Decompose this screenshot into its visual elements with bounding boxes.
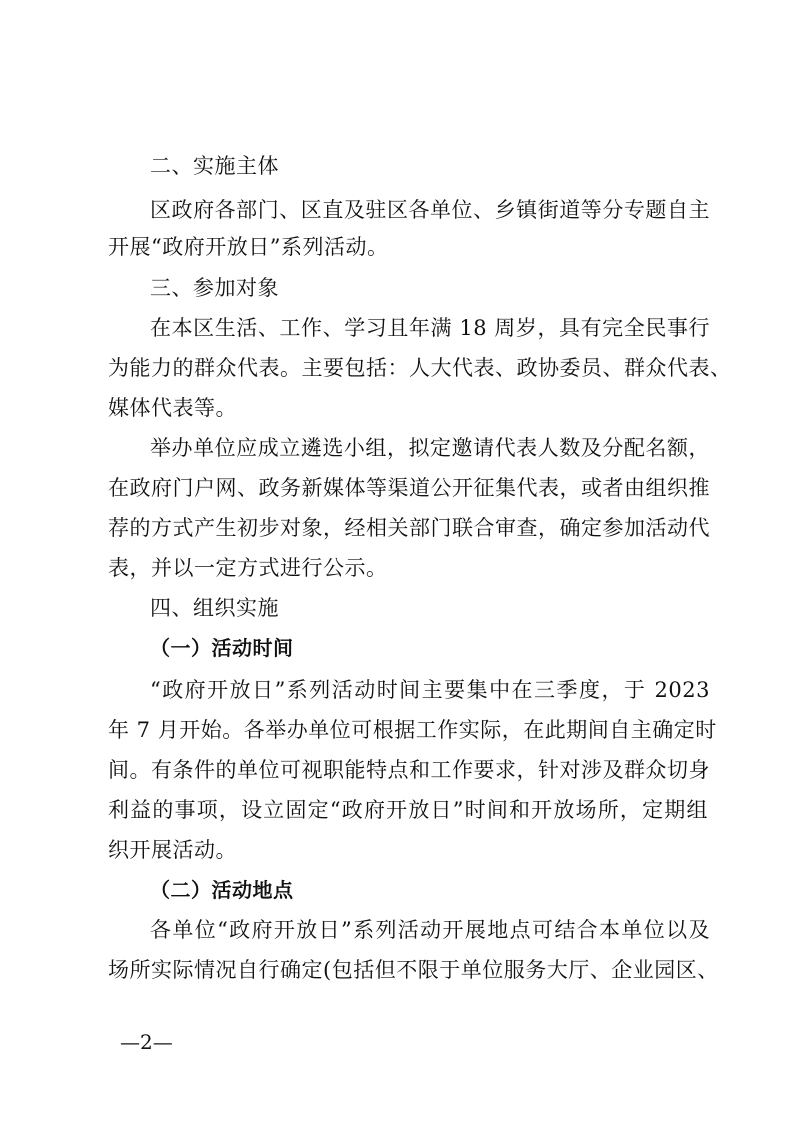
section-heading-implementation-subject: 二、实施主体 [150, 154, 279, 178]
section-heading-participants: 三、参加对象 [150, 276, 279, 300]
paragraph-line: 年 7 月开始。各举办单位可根据工作实际，在此期间自主确定时 [108, 718, 717, 742]
subsection-heading-activity-time: （一）活动时间 [150, 636, 294, 660]
paragraph-line: 在政府门户网、政务新媒体等渠道公开征集代表，或者由组织推 [108, 476, 710, 500]
paragraph-line: 场所实际情况自行确定(包括但不限于单位服务大厅、企业园区、 [108, 958, 719, 982]
paragraph-line: 荐的方式产生初步对象，经相关部门联合审查，确定参加活动代 [108, 516, 710, 540]
section-heading-organization: 四、组织实施 [150, 596, 279, 620]
paragraph-line: 织开展活动。 [108, 838, 237, 862]
paragraph-line: 举办单位应成立遴选小组，拟定邀请代表人数及分配名额， [150, 436, 710, 460]
page-number: —2— [120, 1030, 173, 1054]
paragraph-line: 开展“政府开放日”系列活动。 [108, 235, 389, 259]
subsection-heading-activity-location: （二）活动地点 [150, 878, 294, 902]
paragraph-line: 利益的事项，设立固定“政府开放日”时间和开放场所，定期组 [108, 798, 708, 822]
paragraph-line: 在本区生活、工作、学习且年满 18 周岁，具有完全民事行 [150, 316, 710, 340]
paragraph-line: 为能力的群众代表。主要包括：人大代表、政协委员、群众代表、 [108, 356, 732, 380]
paragraph-line: “政府开放日”系列活动时间主要集中在三季度，于 2023 [150, 678, 710, 702]
paragraph-line: 间。有条件的单位可视职能特点和工作要求，针对涉及群众切身 [108, 758, 710, 782]
paragraph-line: 表，并以一定方式进行公示。 [108, 556, 388, 580]
paragraph-line: 各单位“政府开放日”系列活动开展地点可结合本单位以及 [150, 918, 710, 942]
paragraph-line: 媒体代表等。 [108, 396, 237, 420]
paragraph-line: 区政府各部门、区直及驻区各单位、乡镇街道等分专题自主 [150, 198, 710, 222]
